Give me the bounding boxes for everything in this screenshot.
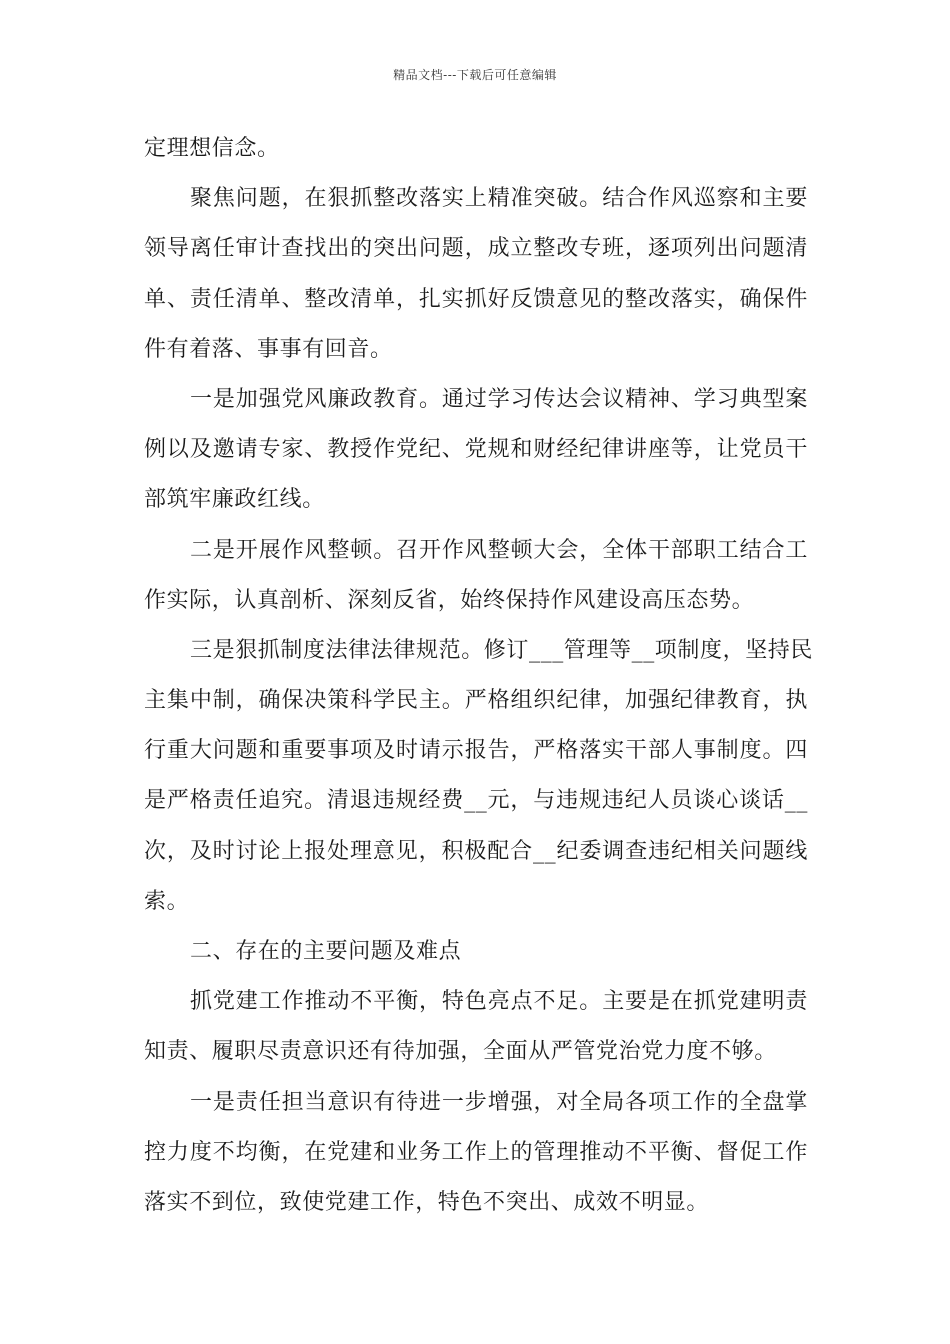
text-line: 作实际，认真剖析、深刻反省，始终保持作风建设高压态势。 [144,587,755,613]
text-line: 次，及时讨论上报处理意见，积极配合__纪委调查违纪相关问题线 [144,838,808,864]
text-line: 单、责任清单、整改清单，扎实抓好反馈意见的整改落实，确保件 [144,286,808,312]
text-line: 例以及邀请专家、教授作党纪、党规和财经纪律讲座等，让党员干 [144,437,808,463]
text-line: 件有着落、事事有回音。 [144,336,393,362]
document-body [144,124,814,1228]
text-line: 定理想信念。 [144,136,280,161]
text-line: 是严格责任追究。清退违规经费__元，与违规违纪人员谈心谈话__ [144,788,808,814]
text-line: 知责、履职尽责意识还有待加强，全面从严管党治党力度不够。 [144,1039,777,1065]
section-heading: 二、存在的主要问题及难点 [190,939,462,964]
text-line: 索。 [144,888,190,914]
text-line: 三是狠抓制度法律法律规范。修订___管理等__项制度，坚持民 [190,637,814,663]
text-line: 二是开展作风整顿。召开作风整顿大会，全体干部职工结合工 [190,537,808,563]
text-line: 聚焦问题，在狠抓整改落实上精准突破。结合作风巡察和主要 [190,186,808,212]
text-line: 行重大问题和重要事项及时请示报告，严格落实干部人事制度。四 [144,738,808,764]
text-line: 落实不到位，致使党建工作，特色不突出、成效不明显。 [144,1189,710,1215]
text-line: 领导离任审计查找出的突出问题，成立整改专班，逐项列出问题清 [144,236,808,262]
text-line: 主集中制，确保决策科学民主。严格组织纪律，加强纪律教育，执 [144,688,808,714]
text-line: 部筑牢廉政红线。 [144,487,325,513]
text-line: 抓党建工作推动不平衡，特色亮点不足。主要是在抓党建明责 [190,989,808,1015]
text-line: 一是责任担当意识有待进一步增强，对全局各项工作的全盘掌 [190,1089,808,1115]
text-line: 控力度不均衡，在党建和业务工作上的管理推动不平衡、督促工作 [144,1139,808,1165]
text-line: 一是加强党风廉政教育。通过学习传达会议精神、学习典型案 [190,386,808,412]
page-header: 精品文档---下载后可任意编辑 [393,68,557,82]
